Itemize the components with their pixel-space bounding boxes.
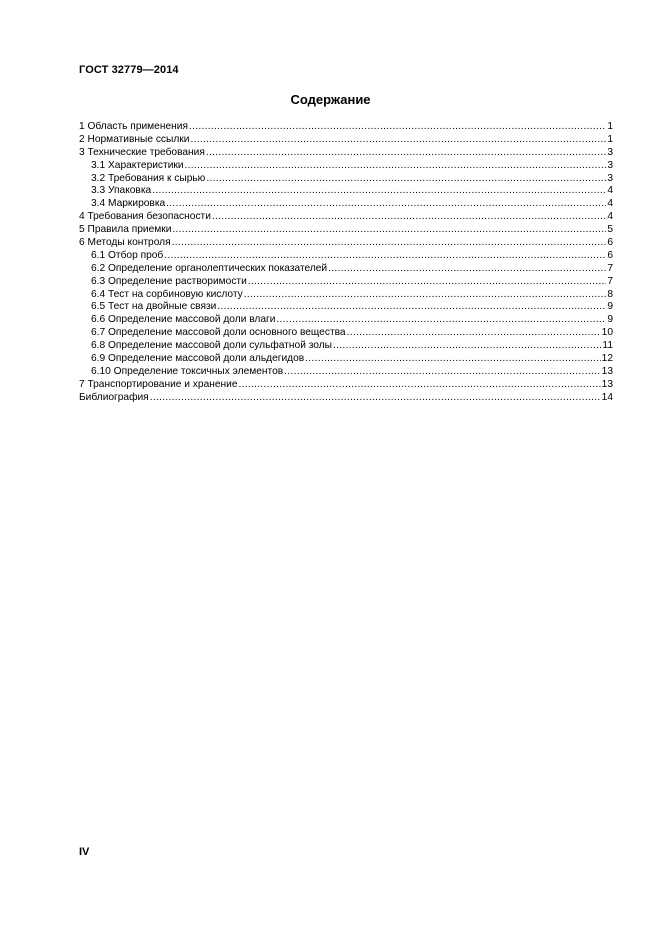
toc-subentry[interactable] [79, 301, 613, 314]
toc-entry-page: 1 [607, 121, 613, 132]
toc-entry-label: 6.2 Определение органолептических показателей [91, 262, 328, 274]
toc-entry-page: 12 [601, 353, 613, 365]
toc-entry[interactable] [79, 392, 613, 405]
toc-subentry[interactable] [79, 289, 613, 302]
toc-entry-label: 3.2 Требования к сырью [91, 172, 206, 184]
toc-entry-page: 4 [607, 211, 613, 223]
toc-leader-dots [185, 160, 607, 173]
toc-subentry[interactable] [79, 185, 613, 198]
toc-entry[interactable] [79, 211, 613, 224]
toc-entry-page: 1 [607, 133, 613, 145]
toc-entry-page: 6 [607, 237, 613, 249]
toc-entry[interactable] [79, 121, 613, 134]
toc-entry-label: 6 Методы контроля [79, 237, 171, 249]
toc-entry-label: Библиография [79, 391, 149, 403]
toc-entry-page: 11 [602, 340, 613, 352]
toc-entry-page: 3 [607, 146, 613, 158]
toc-leader-dots [284, 366, 600, 379]
toc-leader-dots [190, 134, 606, 147]
toc-entry-page: 13 [601, 378, 613, 390]
toc-entry-page: 8 [607, 288, 613, 300]
toc-entry-label: 6.6 Определение массовой доли влаги [91, 314, 276, 326]
toc-entry[interactable] [79, 224, 613, 237]
toc-entry-page: 3 [607, 159, 613, 171]
toc-entry-label: 3.3 Упаковка [91, 185, 152, 197]
toc-leader-dots [206, 173, 606, 186]
toc-entry[interactable] [79, 379, 613, 392]
toc-subentry[interactable] [79, 327, 613, 340]
toc-entry-page: 4 [607, 185, 613, 197]
toc-leader-dots [347, 327, 601, 340]
toc-title: Содержание [290, 92, 371, 107]
toc-leader-dots [244, 289, 607, 302]
toc-entry[interactable] [79, 237, 613, 250]
toc-leader-dots [328, 263, 606, 276]
toc-leader-dots [166, 198, 606, 211]
toc-subentry[interactable] [79, 340, 613, 353]
toc-entry-page: 10 [601, 327, 613, 339]
toc-entry-label: 1 Область применения [79, 121, 188, 132]
toc-subentry[interactable] [79, 198, 613, 211]
toc-leader-dots [305, 353, 600, 366]
toc-entry-page: 13 [601, 365, 613, 377]
toc-entry-label: 6.10 Определение токсичных элементов [91, 365, 284, 377]
toc-entry-label: 6.9 Определение массовой доли альдегидов [91, 353, 305, 365]
toc-entry-label: 6.4 Тест на сорбиновую кислоту [91, 288, 243, 300]
toc-leader-dots [276, 314, 606, 327]
toc-entry-label: 6.3 Определение растворимости [91, 275, 247, 287]
page-number: IV [79, 846, 90, 858]
toc-subentry[interactable] [79, 353, 613, 366]
toc-subentry[interactable] [79, 314, 613, 327]
toc-entry-label: 6.8 Определение массовой доли сульфатной золы [91, 340, 332, 352]
toc-leader-dots [150, 392, 601, 405]
toc-entry[interactable] [79, 134, 613, 147]
toc-entry-label: 7 Транспортирование и хранение [79, 378, 238, 390]
toc-entry-page: 7 [607, 275, 613, 287]
toc-leader-dots [172, 224, 606, 237]
toc-entry-page: 9 [607, 301, 613, 313]
toc-leader-dots [333, 340, 601, 353]
toc-leader-dots [172, 237, 607, 250]
toc-leader-dots [152, 185, 606, 198]
toc-entry-label: 6.7 Определение массовой доли основного вещества [91, 327, 346, 339]
toc-entry-page: 7 [607, 262, 613, 274]
document-code: ГОСТ 32779—2014 [79, 64, 179, 76]
toc-leader-dots [239, 379, 601, 392]
toc-entry-page: 14 [601, 391, 613, 403]
toc-entry-label: 3 Технические требования [79, 146, 205, 158]
toc-entry-page: 6 [607, 249, 613, 261]
toc-entry-label: 6.1 Отбор проб [91, 249, 164, 261]
toc-leader-dots [217, 301, 606, 314]
toc-entry-label: 3.4 Маркировка [91, 198, 166, 210]
toc-entry-label: 5 Правила приемки [79, 224, 172, 236]
toc-entry-label: 2 Нормативные ссылки [79, 133, 190, 145]
toc-subentry[interactable] [79, 263, 613, 276]
toc-subentry[interactable] [79, 250, 613, 263]
toc-leader-dots [164, 250, 606, 263]
toc-subentry[interactable] [79, 276, 613, 289]
toc-entry-page: 3 [607, 172, 613, 184]
toc-entry-page: 5 [607, 224, 613, 236]
toc-leader-dots [189, 121, 606, 134]
toc-entry-label: 3.1 Характеристики [91, 159, 184, 171]
toc-entry[interactable] [79, 147, 613, 160]
toc-entry-label: 6.5 Тест на двойные связи [91, 301, 217, 313]
toc-subentry[interactable] [79, 173, 613, 186]
toc-entry-page: 9 [607, 314, 613, 326]
toc-subentry[interactable] [79, 160, 613, 173]
toc-entry-label: 4 Требования безопасности [79, 211, 211, 223]
toc-leader-dots [212, 211, 606, 224]
toc-subentry[interactable] [79, 366, 613, 379]
toc-leader-dots [248, 276, 607, 289]
table-of-contents [79, 121, 613, 405]
toc-leader-dots [206, 147, 606, 160]
toc-entry-page: 4 [607, 198, 613, 210]
